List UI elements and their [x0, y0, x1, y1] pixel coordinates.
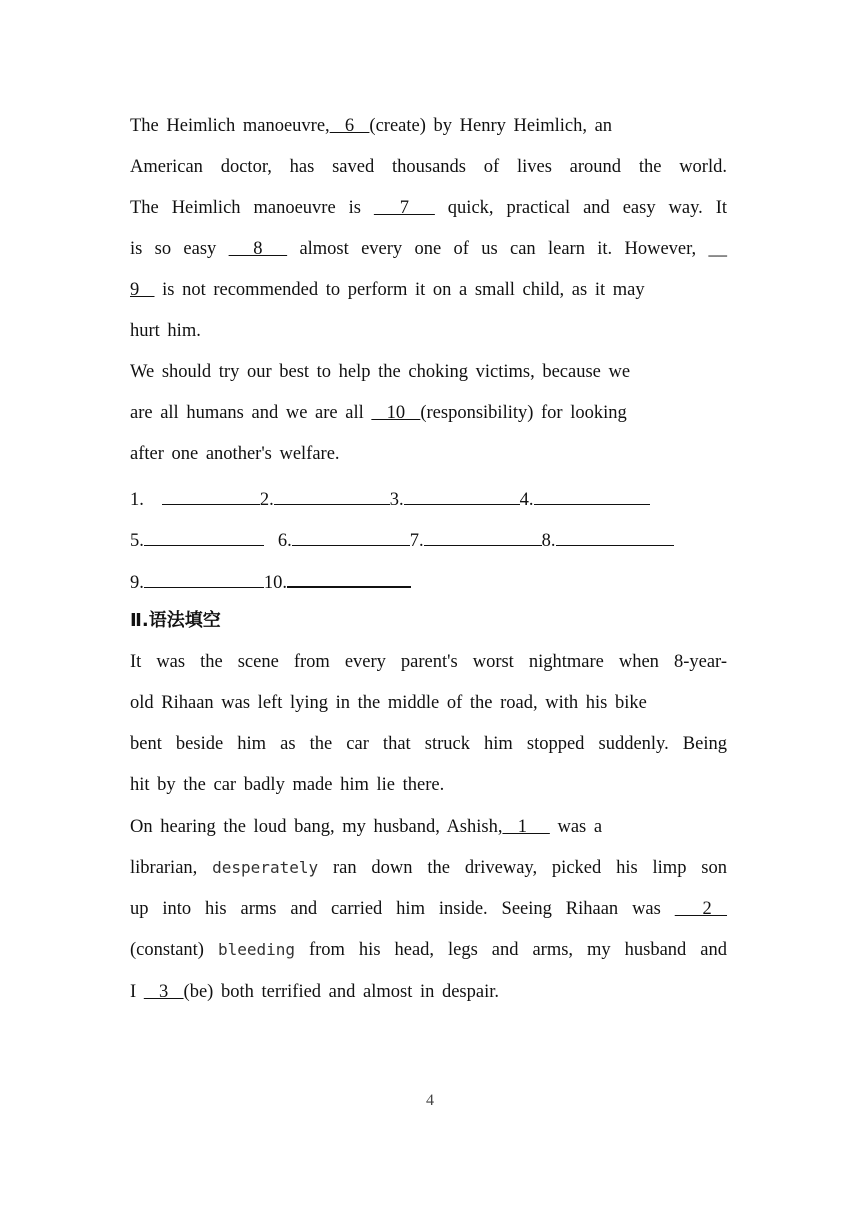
answer-blank-3[interactable]: [404, 486, 520, 505]
blank-1[interactable]: 1: [502, 817, 550, 837]
passage1-line-8: are all humans and we are all 10 (responsibility) for looking: [130, 403, 627, 423]
answer-label-2: 2.: [259, 490, 274, 510]
passage1-line-5: 9 is not recommended to perform it on a small child, as it may: [130, 280, 645, 300]
answer-label-1: 1.: [130, 490, 144, 510]
passage1-line-6: hurt him.: [130, 321, 201, 341]
blank-6[interactable]: 6: [329, 116, 370, 136]
answer-blank-7[interactable]: [424, 527, 542, 546]
passage2-line-1: It was the scene from every parent's worst nightmare when 8-year-: [130, 652, 727, 672]
answer-label-10: 10.: [263, 573, 287, 593]
passage1-line-2: American doctor, has saved thousands of lives around the world.: [130, 157, 727, 177]
answer-blank-5[interactable]: [144, 527, 264, 546]
answer-blank-2[interactable]: [274, 486, 390, 505]
answer-blank-9[interactable]: [144, 569, 264, 588]
passage2-line-8: (constant) bleeding from his head, legs and arms, my husband and: [130, 940, 727, 960]
passage1-line-7: We should try our best to help the choking victims, because we: [130, 362, 631, 382]
blank-2[interactable]: 2: [674, 899, 728, 919]
highlight-word-desperately: desperately: [212, 858, 319, 877]
blank-9-start[interactable]: __: [708, 239, 727, 259]
passage2-line-2: old Rihaan was left lying in the middle of the road, with his bike: [130, 693, 647, 713]
passage1-line-4: is so easy 8 almost every one of us can learn it. However, __: [130, 239, 727, 259]
passage2-line-3: bent beside him as the car that struck him stopped suddenly. Being: [130, 734, 727, 754]
passage2-line-9: I 3 (be) both terrified and almost in despair.: [130, 982, 500, 1002]
answer-label-8: 8.: [541, 531, 556, 551]
passage2-line-6: librarian, desperately ran down the driveway, picked his limp son: [130, 858, 727, 878]
answer-blank-10[interactable]: [287, 568, 411, 588]
blank-9[interactable]: 9: [130, 280, 155, 300]
blank-3[interactable]: 3: [143, 982, 184, 1002]
page-number: 4: [426, 1092, 434, 1109]
answer-blank-1[interactable]: [162, 486, 260, 505]
highlight-word-bleeding: bleeding: [217, 940, 296, 959]
blank-7[interactable]: 7: [373, 198, 435, 218]
answer-blank-6[interactable]: [292, 527, 410, 546]
answer-blank-8[interactable]: [556, 527, 674, 546]
answer-label-9: 9.: [130, 573, 144, 593]
answer-label-5: 5.: [130, 531, 144, 551]
answer-label-4: 4.: [519, 490, 534, 510]
blank-8[interactable]: 8: [228, 239, 288, 259]
passage2-line-7: up into his arms and carried him inside. Seeing Rihaan was 2: [130, 899, 728, 919]
answer-label-3: 3.: [389, 490, 404, 510]
passage1-line-9: after one another's welfare.: [130, 444, 340, 464]
passage2-line-4: hit by the car badly made him lie there.: [130, 775, 445, 795]
passage1-line-3: The Heimlich manoeuvre is 7 quick, practical and easy way. It: [130, 198, 728, 218]
blank-10[interactable]: 10: [371, 403, 421, 423]
answer-row-2: [130, 527, 730, 553]
answer-row-3: [130, 568, 730, 595]
answer-blank-4[interactable]: [534, 486, 650, 505]
passage1-line-1: The Heimlich manoeuvre, 6 (create) by Henry Heimlich, an: [130, 116, 613, 136]
passage2-line-5: On hearing the loud bang, my husband, Ashish, 1 was a: [130, 817, 603, 837]
answer-label-7: 7.: [409, 531, 424, 551]
section-heading: Ⅱ.语法填空: [130, 610, 221, 631]
answer-row-1: [130, 486, 730, 512]
answer-label-6: 6.: [277, 531, 292, 551]
